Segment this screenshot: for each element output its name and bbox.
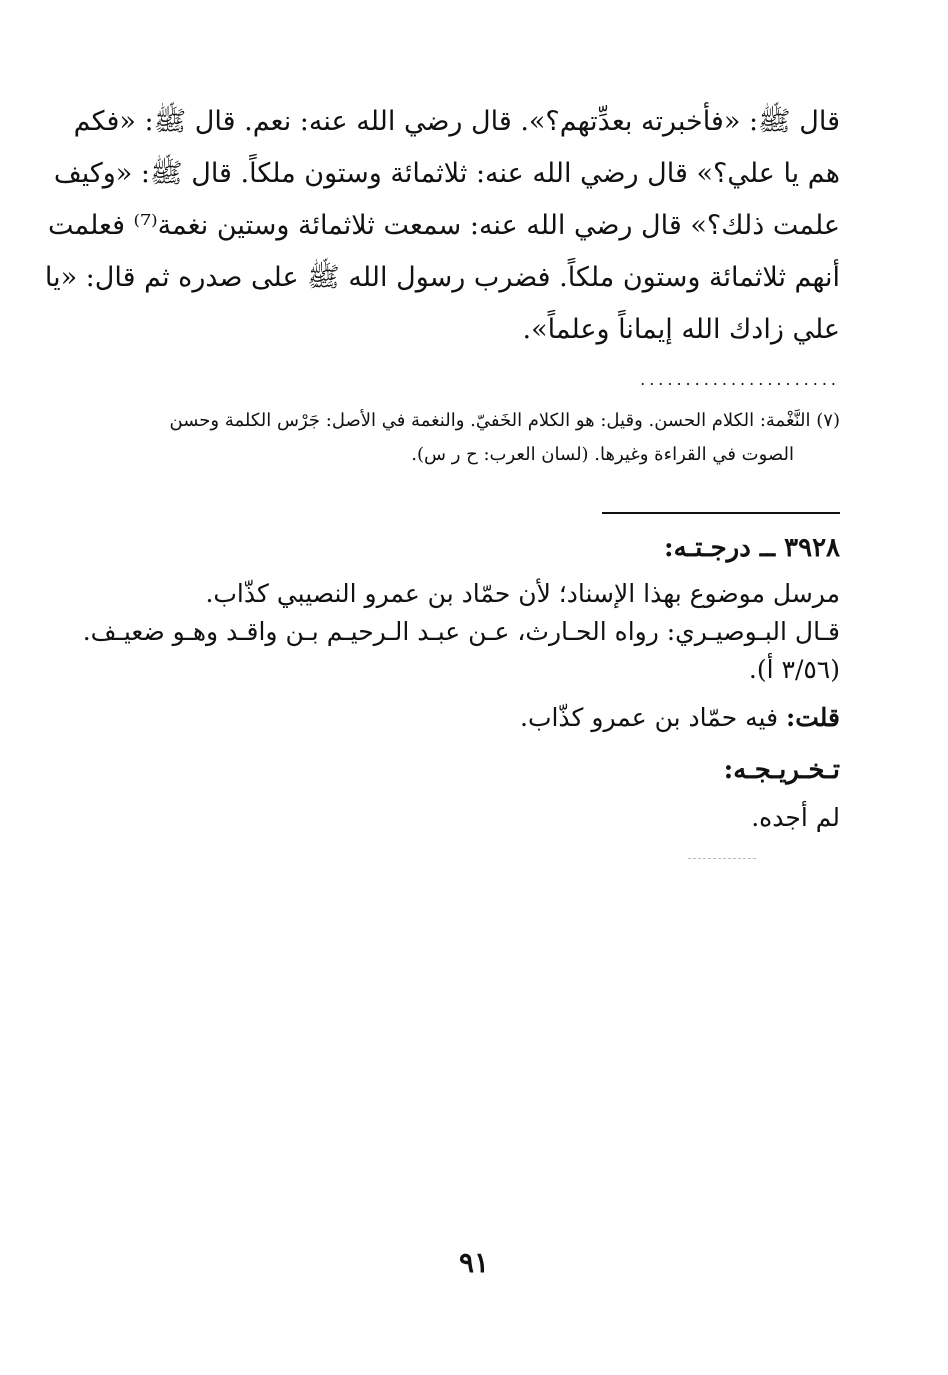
footnote-line: (٧) النَّغْمة: الكلام الحسن. وقيل: هو الكلام الخَفيّ. والنغمة في الأصل: جَرْس الكلمة وحسن bbox=[169, 410, 840, 431]
takhrij-heading: تـخـريـجـه: bbox=[723, 755, 840, 785]
paragraph-line: أنهم ثلاثمائة وستون ملكاً. فضرب رسول الله ﷺ على صدره ثم قال: «يا bbox=[44, 262, 840, 293]
paragraph-line: هم يا علي؟» قال رضي الله عنه: ثلاثمائة وستون ملكاً. قال ﷺ: «وكيف bbox=[53, 158, 840, 189]
grading-text: مرسل موضوع بهذا الإسناد؛ لأن حمّاد بن عمرو النصيبي كذّاب. bbox=[205, 579, 840, 608]
paragraph-line: قال ﷺ: «فأخبرته بعدِّتهم؟». قال رضي الله عنه: نعم. قال ﷺ: «فكم bbox=[73, 106, 840, 137]
footnote-line: الصوت في القراءة وغيرها. (لسان العرب: ح ر س). bbox=[411, 444, 794, 465]
paragraph-line: علمت ذلك؟» قال رضي الله عنه: سمعت ثلاثمائة وستين نغمة⁽⁷⁾ فعلمت bbox=[47, 210, 840, 241]
qult-text: فيه حمّاد بن عمرو كذّاب. bbox=[520, 703, 779, 732]
page-number: ٩١ bbox=[458, 1246, 490, 1279]
paragraph-line: علي زادك الله إيماناً وعلماً». bbox=[522, 314, 840, 345]
reference-text: (٣/٥٦ أ). bbox=[748, 655, 840, 684]
qult-line bbox=[520, 700, 840, 736]
qult-label: قلت: bbox=[785, 703, 840, 732]
scan-smudge bbox=[688, 858, 756, 859]
footnote-separator-dots: ...................... bbox=[640, 370, 840, 389]
busiri-text: قـال البـوصيـري: رواه الحـارث، عـن عبـد الـرحيـم بـن واقـد وهـو ضعيـف. bbox=[82, 617, 840, 646]
section-heading: ٣٩٢٨ ــ درجـتـه: bbox=[663, 533, 840, 563]
footnote bbox=[110, 404, 840, 472]
main-paragraph bbox=[44, 96, 840, 356]
section-divider bbox=[602, 512, 840, 514]
takhrij-text: لم أجده. bbox=[751, 803, 840, 832]
